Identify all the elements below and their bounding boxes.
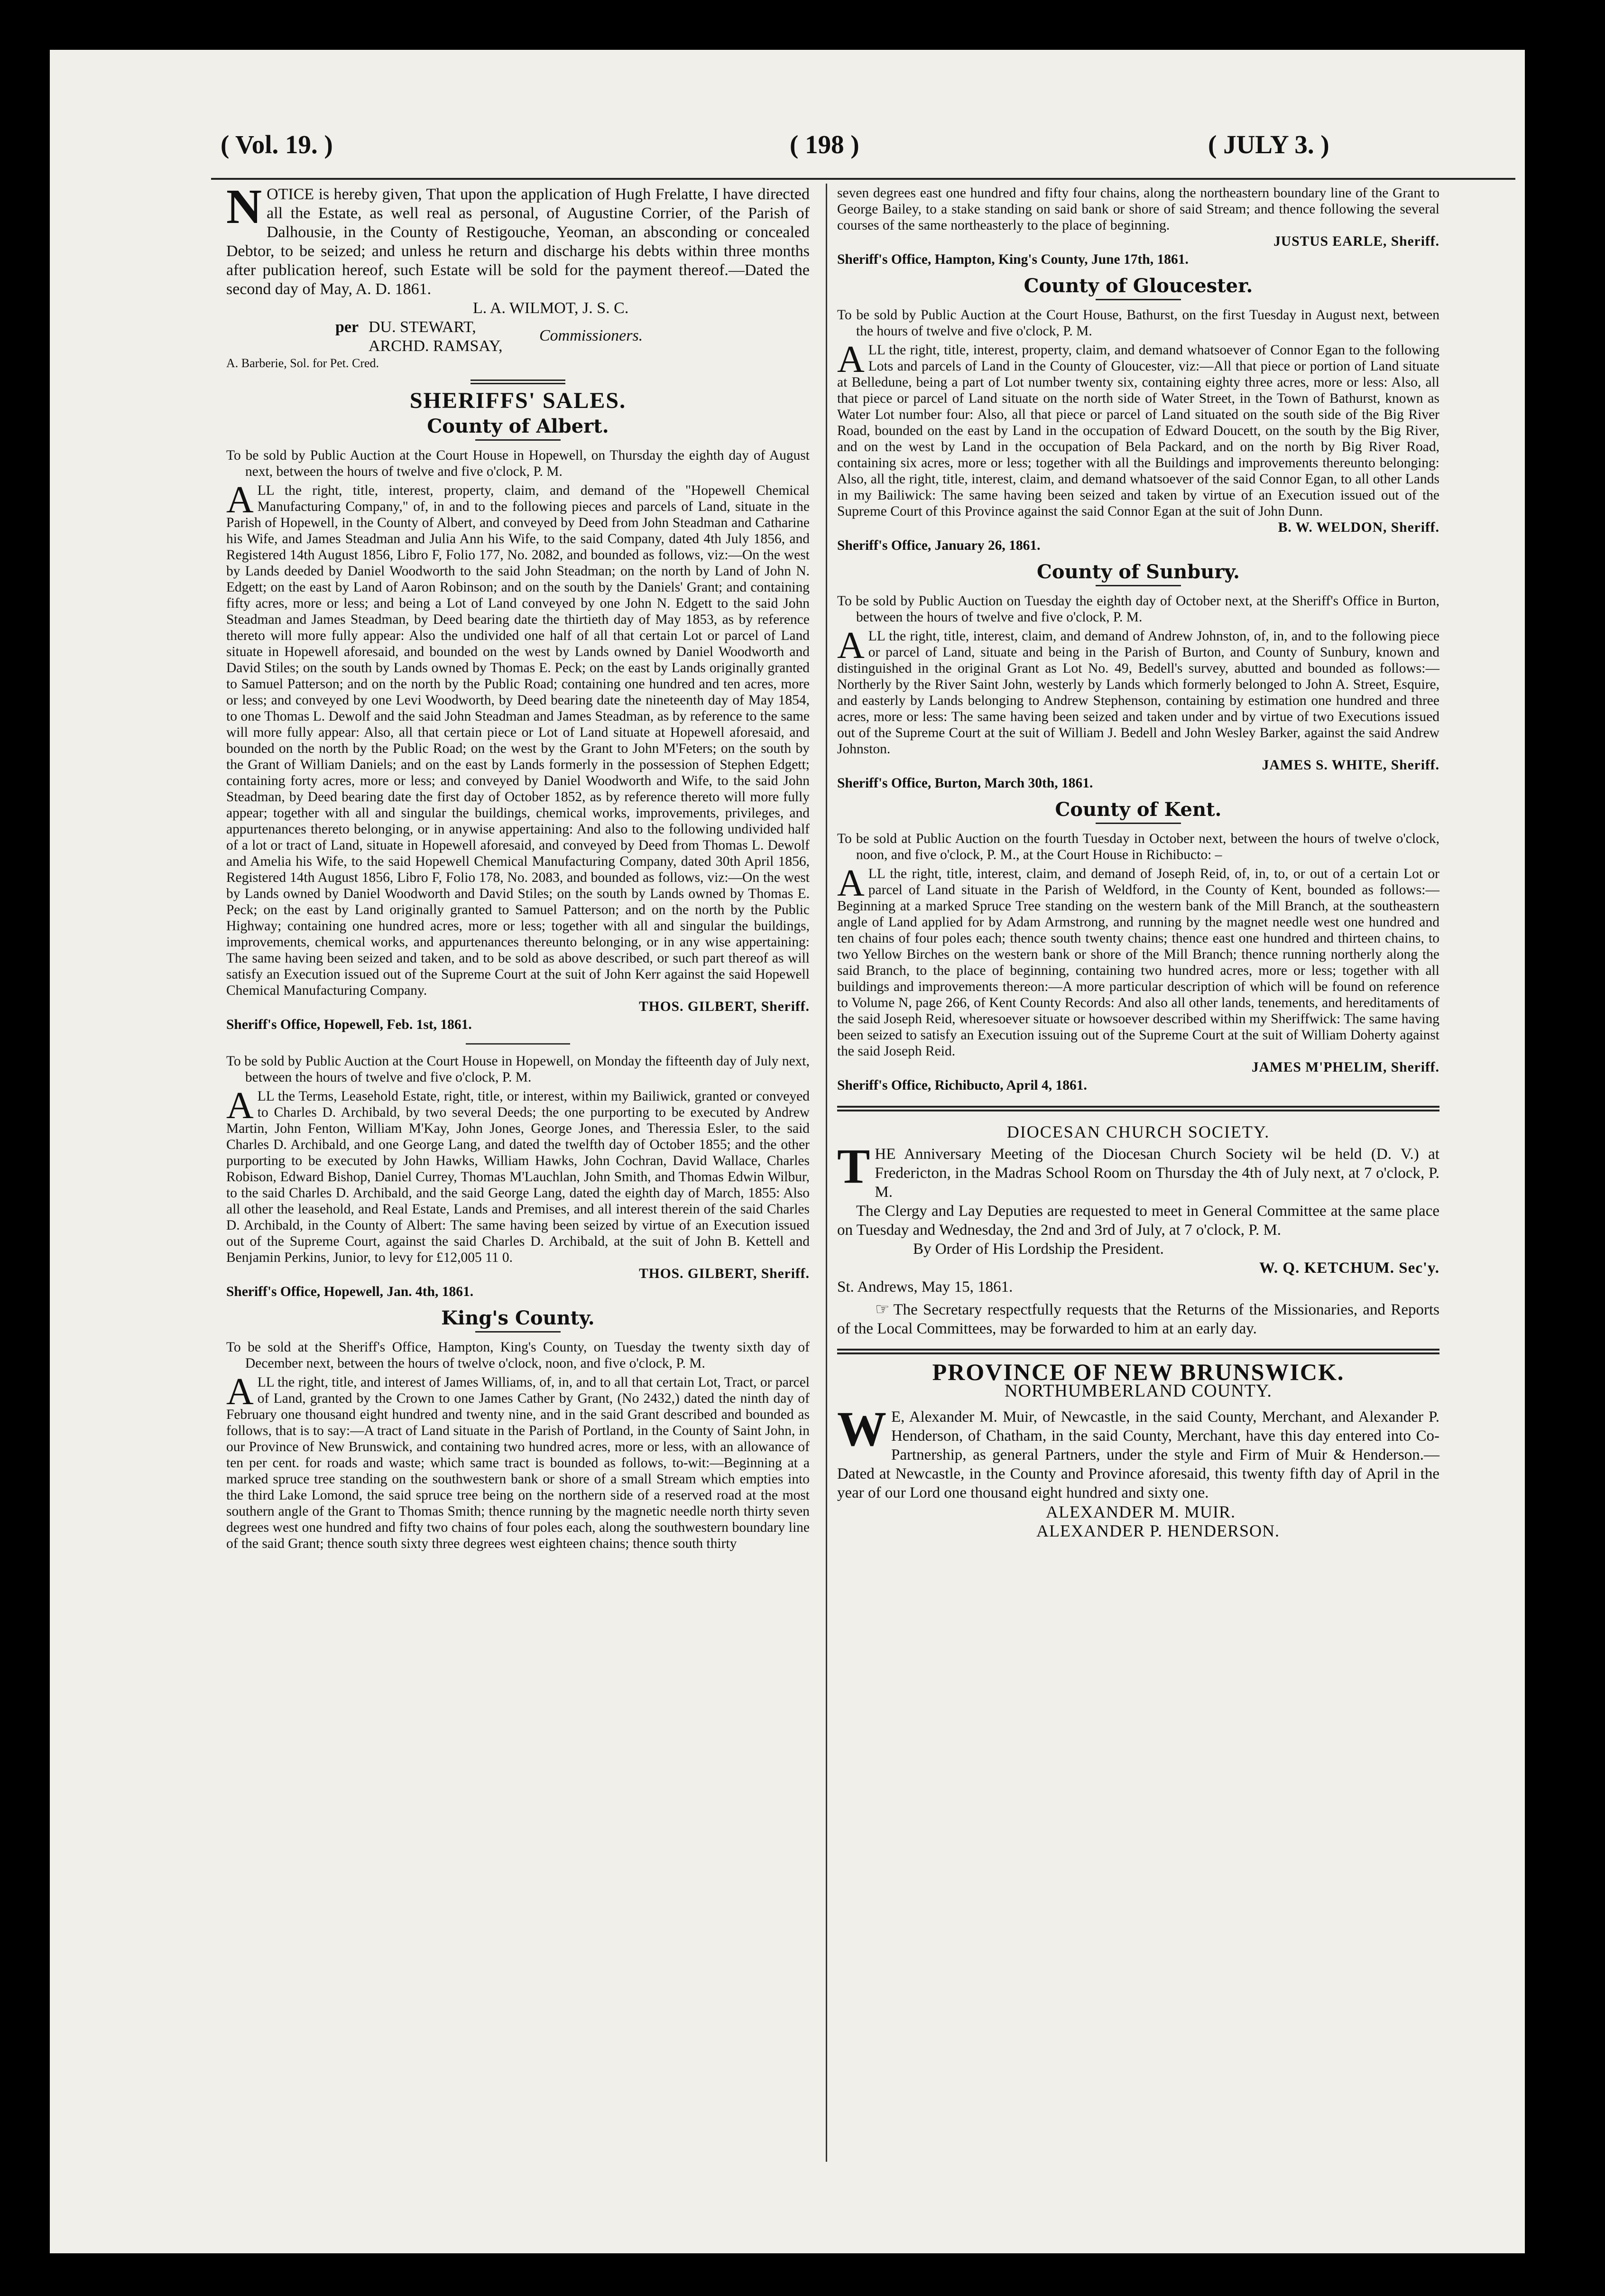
county-kent-title: County of Kent.: [837, 802, 1439, 824]
albert-office: Sheriff's Office, Hopewell, Feb. 1st, 1861.: [226, 1017, 472, 1032]
albert-dropcap: A: [226, 479, 254, 521]
section-double-rule-2: [837, 1349, 1439, 1354]
county-albert-title: County of Albert.: [226, 418, 810, 441]
albert2-intro: To be sold by Public Auction at the Court House in Hopewell, on Monday the fifteenth day of July next, between the hours of twelve and five o'clock, P. M.: [226, 1054, 810, 1085]
partnership-notice: [837, 1402, 1439, 1540]
diocesan-note: [837, 1300, 1439, 1338]
kent-intro: To be sold at Public Auction on the fourth Tuesday in October next, between the hours of twelve o'clock, noon, and five o'clock, P. M., at the Court House in Richibucto: –: [837, 831, 1439, 862]
notice-commissioner-1: DU. STEWART,: [369, 318, 476, 336]
province-title: PROVINCE OF NEW BRUNSWICK.: [932, 1359, 1345, 1385]
right-column: [837, 185, 1439, 1540]
diocesan-body: HE Anniversary Meeting of the Diocesan Church Society wil be held (D. V.) at Fredericton, in the Madras School Room on Thursday the 4th of July next, at 7 o'clock, P. M.: [875, 1146, 1439, 1201]
notice-judge: L. A. WILMOT, J. S. C.: [473, 299, 629, 317]
province-dropcap: W: [837, 1402, 886, 1456]
kings-intro: To be sold at the Sheriff's Office, Hampton, King's County, on Tuesday the twenty sixth day of December next, between the hours of twelve o'clock, noon, and five o'clock, P. M.: [226, 1340, 810, 1371]
diocesan-title: DIOCESAN CHURCH SOCIETY.: [1006, 1122, 1270, 1141]
section-double-rule: [837, 1106, 1439, 1111]
sunbury-dropcap: A: [837, 625, 865, 667]
header-rule: [211, 178, 1515, 180]
province-body: E, Alexander M. Muir, of Newcastle, in the said County, Merchant, and Alexander P. Henderson, of Chatham, in the said County, Merchant, have this day entered into Co-Partnership, as general Partners, under the style and Firm of Muir & Henderson.—Dated at Newcastle, in the County and Province aforesaid, this twenty fifth day of April in the year of our Lord one thousand eight hundred and sixty one.: [837, 1408, 1439, 1501]
notice-commissioner-2: ARCHD. RAMSAY,: [369, 337, 503, 355]
partner-1: ALEXANDER M. MUIR.: [1046, 1502, 1236, 1521]
kings-county-title: King's County.: [226, 1310, 810, 1333]
sunbury-office: Sheriff's Office, Burton, March 30th, 1861.: [837, 776, 1093, 791]
sunbury-sheriff: JAMES S. WHITE, Sheriff.: [1262, 758, 1439, 773]
county-sunbury-title: County of Sunbury.: [837, 564, 1439, 586]
diocesan-secretary: W. Q. KETCHUM. Sec'y.: [1259, 1259, 1439, 1277]
kent-office: Sheriff's Office, Richibucto, April 4, 1861.: [837, 1078, 1087, 1093]
pointing-hand-icon: ☞: [875, 1301, 890, 1318]
left-column: [226, 179, 810, 1552]
diocesan-place-date: St. Andrews, May 15, 1861.: [837, 1278, 1013, 1296]
albert-body: LL the right, title, interest, property, claim, and demand of the "Hopewell Chemical Manufacturing Company," of, in and to the following pieces and parcels of Land, situate in the Parish of Hopewell, in the County of Albert, and conveyed by Deed from John Steadman and Catharine his Wife, and James Steadman and Julia Ann his Wife, to the said Company, dated 4th July 1856, and Registered 14th August 1856, Libro F, Folio 177, No. 2082, and bounded as follows, viz:—On the west by Lands deeded by Daniel Woodworth to the said John Steadman; on the north by Land of John N. Edgett; on the east by Land of Aaron Robinson; and on the south by the Daniels' Grant; and containing fifty acres, more or less; and being a Lot of Land conveyed by one John N. Edgett to the said John Steadman and James Steadman, by Deed bearing date the thirtieth day of May 1853, as by reference thereto will more fully appear: Also the undivided one half of all that certain Lot or parcel of Land situate in Hopewell aforesaid, and bounded on the west by Lands owned by Daniel Woodworth and David Stiles; on the south by Lands owned by Thomas E. Peck; on the east by Lands originally granted to Samuel Patterson; and on the north by the Public Road; containing one hundred and ten acres, more or less; and conveyed by one Levi Woodworth, by Deed bearing date the nineteenth day of May 1854, to one Thomas L. Dewolf and the said John Steadman and James Steadman, as by reference to the same will more fully appear: Also, all that certain piece or Lot of Land situate at Hopewell aforesaid, and bounded on the north by the Public Road; on the west by the Grant to John M'Feters; on the south by the Grant of William Daniels; and on the east by Lands formerly in the possession of Stephen Edgett; containing forty acres, more or less; and conveyed by Daniel Woodworth and Wife, to the said John Steadman, by Deed bearing date the first day of October 1852, as by reference thereto will more fully appear; together with all and singular the buildings, chemical works, improvements, privileges, and appurtenances thereto belonging, or in anywise appertaining: And also to the following undivided half of a lot or tract of Land, situate in Hopewell aforesaid, and conveyed by Deed from Thomas L. Dewolf and Amelia his Wife, to the said Hopewell Chemical Manufacturing Company, dated 30th April 1856, Registered 14th August 1856, Libro F, Folio 178, No. 2083, and bounded as follows, viz:—On the west by Lands owned by Daniel Woodworth and David Stiles; on the south by Lands owned by Thomas E. Peck; on the east by Land originally granted to Samuel Patterson; and on the north by the Public Highway; containing one hundred acres, more or less; together with all and singular the buildings, improvements, chemical works, and appurtenances thereunto belonging, or in any wise appertaining: The same having been seized and taken, and to be sold as above described, or such part thereof as will satisfy an Execution issued out of the Supreme Court at the suit of John Kerr against the said Hopewell Chemical Manufacturing Company.: [226, 483, 810, 998]
kent-body: LL the right, title, interest, claim, and demand of Joseph Reid, of, in, to, or out of a certain Lot or parcel of Land situate in the Parish of Weldford, in the County of Kent, bounded as follows:—Beginning at a marked Spruce Tree standing on the western bank of the Mill Branch, at the southeastern angle of Land applied for by Adam Armstrong, and running by the magnet needle west one hundred and ten chains of four poles each; thence south twenty chains; thence east one hundred and thirteen chains, to two Yellow Birches on the western bank or shore of the Mill Branch; thence running northerly along the said Branch, to the place of beginning, containing two hundred acres, more or less; together with all buildings and improvements thereon:—A more particular description of which will be found on reference to Volume N, page 266, of Kent County Records: And also all other lands, tenements, and hereditaments of the said Joseph Reid, wheresoever situate or howsoever described within my Sheriffwick: The same having been seized to satisfy an Execution issuing out of the Supreme Court at the suit of William Doherty against the said Joseph Reid.: [837, 866, 1439, 1059]
sunbury-body: LL the right, title, interest, claim, and demand of Andrew Johnston, of, in, and to the following piece or parcel of Land, situate and being in the Parish of Burton, and County of Sunbury, known and distinguished in the original Grant as Lot No. 49, Bedell's survey, abutted and bounded as follows:—Northerly by the River Saint John, westerly by Lands which formerly belonged to John A. Street, Esquire, and easterly by Lands belonging to Andrew Stephenson, containing by estimation one hundred and three acres, more or less: The same having been seized and taken under and by virtue of two Executions issued out of the Supreme Court at the suit of William J. Bedell and John Wesley Barker, against the said Andrew Johnston.: [837, 629, 1439, 757]
issue-date: ( JULY 3. ): [1208, 130, 1329, 159]
diocesan-dropcap: T: [837, 1139, 870, 1194]
notice-per: per: [335, 318, 359, 336]
diocesan-order: By Order of His Lordship the President.: [913, 1241, 1164, 1258]
notice-text: OTICE is hereby given, That upon the application of Hugh Frelatte, I have directed all the Estate, as well real as personal, of Augustine Corrier, of the Parish of Dalhousie, in the County of Restigouche, Yeoman, an absconding or concealed Debtor, to be seized; and unless he return and discharge his debts within three months after publication hereof, such Estate will be sold for the payment thereof.—Dated the second day of May, A. D. 1861.: [226, 185, 810, 298]
gloucester-office: Sheriff's Office, January 26, 1861.: [837, 538, 1041, 553]
partner-2: ALEXANDER P. HENDERSON.: [1036, 1521, 1280, 1540]
albert2-body: LL the Terms, Leasehold Estate, right, title, or interest, within my Bailiwick, granted or conveyed to Charles D. Archibald, by two several Deeds; the one purporting to be executed by Andrew Martin, John Fenton, William M'Kay, John Jones, George Jones, and Theressia Esler, to the said Charles D. Archibald, and one George Lang, and dated the twelfth day of October 1855; and the other purporting to be executed by John Hawks, William Hawks, John Cochran, David Wallace, Charles Robison, Edward Bishop, Daniel Currey, Thomas M'Lauchlan, John Smith, and Thomas Edwin Wilbur, to the said Charles D. Archibald, and the said George Lang, dated the eighth day of March, 1855: Also all other the leasehold, and Real Estate, Lands and Premises, and all interest therein of the said Charles D. Archibald, in the County of Albert: The same having been seized by virtue of an Execution issued out of the Supreme Court, against the said Charles D. Archibald, at the suit of John B. Kettell and Benjamin Perkins, Junior, to levy for £12,005 11 0.: [226, 1089, 810, 1265]
albert-intro: To be sold by Public Auction at the Court House in Hopewell, on Thursday the eighth day of August next, between the hours of twelve and five o'clock, P. M.: [226, 448, 810, 479]
diocesan-notice: [837, 1139, 1439, 1338]
diocesan-note-text: The Secretary respectfully requests that the Returns of the Missionaries, and Reports of the Local Committees, may be forwarded to him at an early day.: [837, 1301, 1439, 1337]
kings-body: LL the right, title, and interest of James Williams, of, in, and to all that certain Lot, Tract, or parcel of Land, granted by the Crown to one James Cather by Grant, (No 2432,) dated the ninth day of February one thousand eight hundred and twenty nine, and in the said Grant described and bounded as follows, that is to say:—A tract of Land situate in the Parish of Portland, in the County of Saint John, in our Province of New Brunswick, and containing two hundred acres, more or less, with an allowance of ten per cent. for roads and waste; which same tract is bounded as follows, to-wit:—Beginning at a marked spruce tree standing on the southwestern bank or shore of a small Stream which empties into the third Lake Lomond, the said spruce tree being on the northern side of a reserved road at the most southern angle of the Grant to Thomas Smith; thence running by the magnetic needle north thirty seven degrees west one hundred and fifty two chains of four poles each, along the southwestern boundary line of the said Grant; thence south sixty three degrees west eighteen chains; thence south thirty: [226, 1375, 810, 1551]
kent-dropcap: A: [837, 862, 865, 904]
notice-dropcap: N: [226, 179, 262, 234]
kings-body-continued: seven degrees east one hundred and fifty four chains, along the northeastern boundary line of the Grant to George Bailey, to a stake standing on said bank or shore of said Stream; and thence following the several courses of the same northeasterly to the place of beginning.: [837, 185, 1439, 233]
diocesan-body-2: The Clergy and Lay Deputies are requested to meet in General Committee at the same place on Tuesday and Wednesday, the 2nd and 3rd of July, at 7 o'clock, P. M.: [837, 1203, 1439, 1239]
notice-solicitor: A. Barberie, Sol. for Pet. Cred.: [226, 356, 379, 370]
province-subtitle: NORTHUMBERLAND COUNTY.: [1005, 1381, 1272, 1401]
kings-office: Sheriff's Office, Hampton, King's County, June 17th, 1861.: [837, 252, 1189, 267]
column-divider: [826, 184, 827, 2162]
county-gloucester-title: County of Gloucester.: [837, 278, 1439, 300]
sunbury-intro: To be sold by Public Auction on Tuesday the eighth day of October next, at the Sheriff's Office in Burton, between the hours of twelve and five o'clock, P. M.: [837, 593, 1439, 625]
newspaper-page: [50, 50, 1525, 2253]
gloucester-body: LL the right, title, interest, property, claim, and demand whatsoever of Connor Egan to the following Lots and parcels of Land in the County of Gloucester, viz:—All that piece or portion of Land situate at Belledune, being a part of Lot number twenty six, containing eighty three acres, more or less: Also, all that piece or parcel of Land situate on the north side of Water Street, in the Town of Bathurst, known as Water Lot number four: Also, all that piece or parcel of Land situated on the south side of the Big River Road, bounded on the east by Land in the occupation of Edward Doucett, on the south by the Big River, and on the west by Land in the occupation of Bela Packard, and on the north by Big River Road, containing six acres, more or less; together with all the Buildings and improvements thereunto belonging: Also, all the right, title, interest, claim, and demand whatsoever of the said Connor Egan, to all other Lands in my Bailiwick: The same having been seized and taken by virtue of an Execution issued out of the Supreme Court of this Province against the said Connor Egan at the suit of John Dunn.: [837, 343, 1439, 519]
gloucester-sheriff: B. W. WELDON, Sheriff.: [1278, 520, 1439, 535]
section-divider: [470, 380, 565, 384]
albert2-dropcap: A: [226, 1085, 254, 1127]
gloucester-intro: To be sold by Public Auction at the Court House, Bathurst, on the first Tuesday in August next, between the hours of twelve and five o'clock, P. M.: [837, 307, 1439, 339]
kings-dropcap: A: [226, 1371, 254, 1413]
volume-label: ( Vol. 19. ): [221, 130, 333, 159]
gloucester-dropcap: A: [837, 339, 865, 380]
rule: [466, 1043, 570, 1045]
albert2-sheriff: THOS. GILBERT, Sheriff.: [639, 1266, 810, 1281]
absconding-debtor-notice: [226, 179, 810, 371]
albert2-office: Sheriff's Office, Hopewell, Jan. 4th, 1861.: [226, 1284, 474, 1299]
page-header: [50, 130, 1525, 167]
kent-sheriff: JAMES M'PHELIM, Sheriff.: [1251, 1060, 1439, 1075]
notice-commissioners-label: Commissioners.: [539, 327, 643, 344]
kings-sheriff: JUSTUS EARLE, Sheriff.: [1273, 234, 1439, 249]
page-number: ( 198 ): [790, 130, 859, 159]
sheriffs-sales-title: SHERIFFS' SALES.: [409, 388, 627, 413]
notice-commissioners: [226, 318, 810, 356]
albert-sheriff: THOS. GILBERT, Sheriff.: [639, 999, 810, 1014]
